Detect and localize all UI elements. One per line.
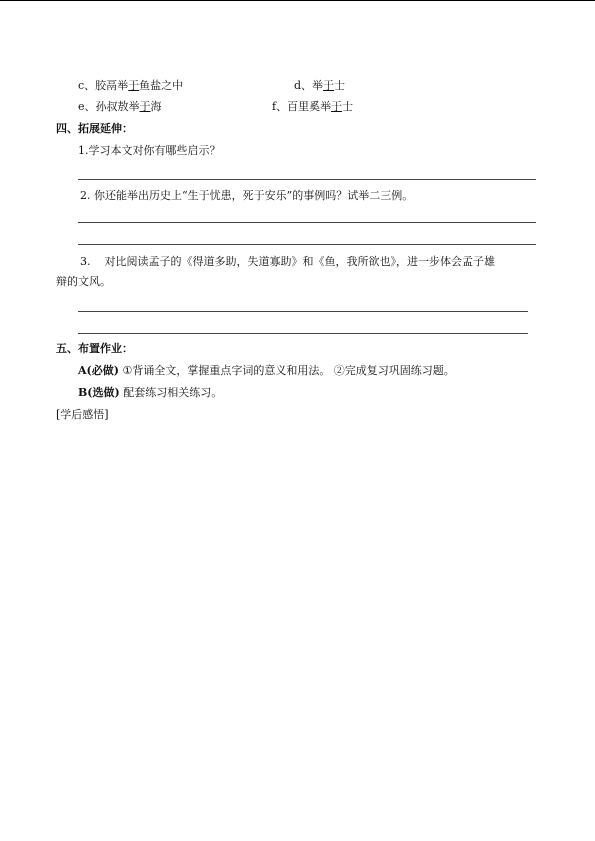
homework-a-text: ①背诵全文，掌握重点字词的意义和用法。 ②完成复习巩固练习题。 <box>122 364 455 377</box>
option-c-underlined: 于 <box>128 79 140 92</box>
option-d-underlined: 于 <box>323 79 335 92</box>
option-c-pre: c、胶鬲举 <box>78 79 129 92</box>
question-3-number: 3. <box>80 255 91 268</box>
option-e-underlined: 于 <box>139 100 151 113</box>
option-f-post: 士 <box>342 100 354 113</box>
answer-line-5[interactable] <box>78 333 528 334</box>
homework-b-label: B(选做) <box>78 386 120 399</box>
question-3-text: 对比阅读孟子的《得道多助，失道寡助》和《鱼，我所欲也》，进一步体会孟子雄 <box>104 255 495 268</box>
answer-line-3[interactable] <box>78 244 536 245</box>
option-c <box>78 79 183 93</box>
option-f-underlined: 于 <box>331 100 343 113</box>
question-2: 2. 你还能举出历史上“生于忧患，死于安乐”的事例吗？试举二三例。 <box>80 189 414 202</box>
option-d-post: 士 <box>334 79 346 92</box>
homework-b <box>78 386 222 400</box>
option-d-pre: d、举 <box>294 79 324 92</box>
option-e <box>78 100 162 114</box>
answer-line-4[interactable] <box>78 311 528 312</box>
homework-a-label: A(必做) <box>78 364 119 377</box>
answer-line-2[interactable] <box>78 222 536 223</box>
option-f <box>272 100 353 114</box>
option-f-pre: f、百里奚举 <box>272 100 332 113</box>
homework-b-text: 配套练习相关练习。 <box>123 386 223 399</box>
reflection-heading: [学后感悟] <box>56 408 109 421</box>
answer-line-1[interactable] <box>78 179 536 180</box>
option-c-post: 鱼盐之中 <box>139 79 184 92</box>
homework-a <box>78 364 455 378</box>
section5-heading: 五、布置作业： <box>56 342 133 355</box>
question-1: 1.学习本文对你有哪些启示？ <box>78 144 221 157</box>
option-d <box>294 79 345 93</box>
question-3-line-1 <box>80 255 495 269</box>
question-3-line-2: 辩的文风。 <box>56 275 111 288</box>
option-e-post: 海 <box>150 100 162 113</box>
option-e-pre: e、孙叔敖举 <box>78 100 140 113</box>
section4-heading: 四、拓展延伸： <box>56 122 133 135</box>
